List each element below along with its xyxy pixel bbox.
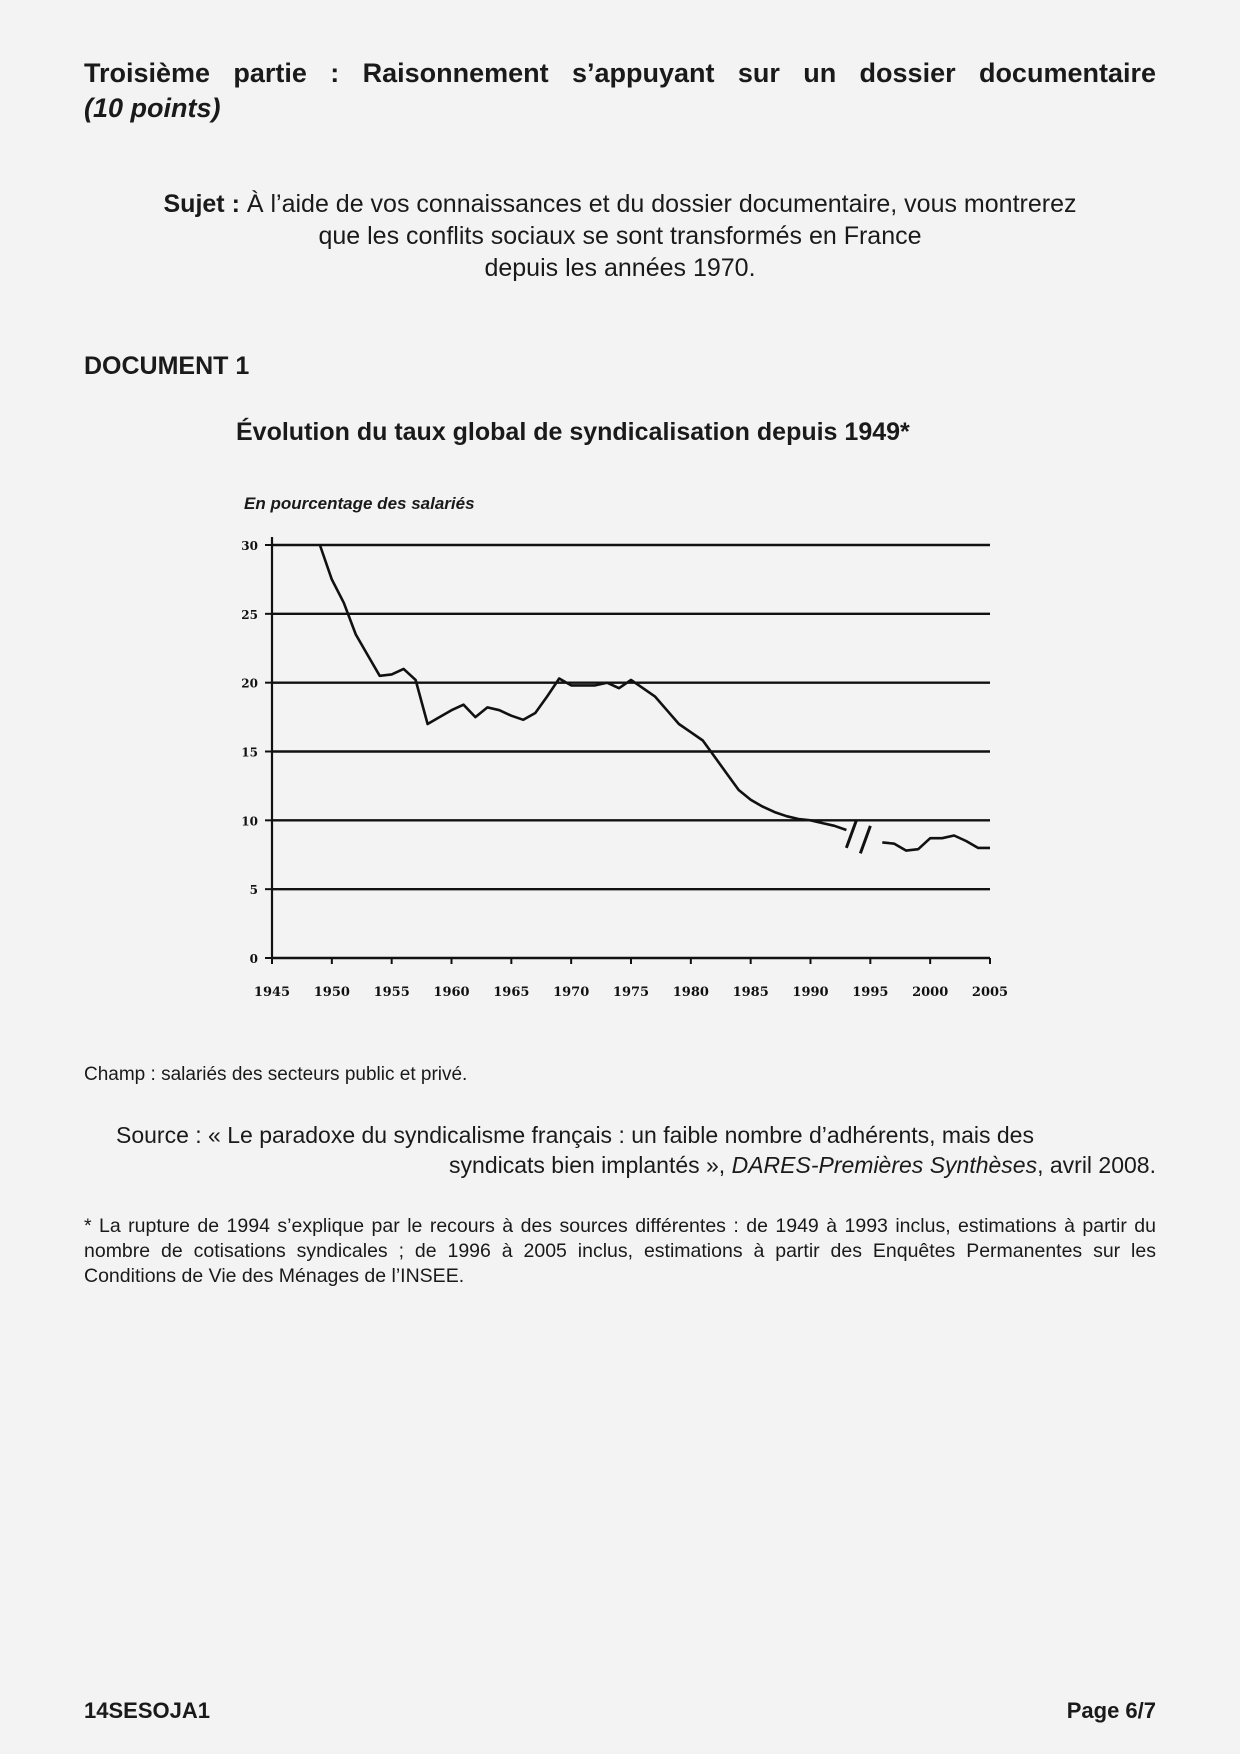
- series-line-1: [320, 545, 847, 830]
- chart-title: Évolution du taux global de syndicalisation depuis 1949*: [236, 418, 910, 446]
- series-line-2: [882, 836, 990, 851]
- source-publication: DARES-Premières Synthèses: [731, 1152, 1038, 1178]
- subject-label: Sujet :: [163, 190, 240, 218]
- footnote: * La rupture de 1994 s’explique par le recours à des sources différentes : de 1949 à 1993 inclus, estimations à partir du nombre de cotisations syndicales ; de 1996 à 2005 inclus, estimations à partir des Enquêtes Permanentes sur les Conditions de Vie des Ménages de l’INSEE.: [84, 1215, 1156, 1287]
- x-tick-label: 2005: [971, 985, 1009, 1000]
- y-tick-label: 10: [241, 814, 258, 829]
- source-line-1: Source : « Le paradoxe du syndicalisme français : un faible nombre d’adhérents, mais des: [116, 1122, 1034, 1148]
- break-mark: [860, 826, 870, 854]
- y-tick-label: 25: [241, 607, 258, 622]
- y-tick-label: 30: [241, 539, 258, 553]
- subject-line-1: Sujet : À l’aide de vos connaissances et du dossier documentaire, vous montrerez: [163, 190, 1077, 218]
- part-heading: Troisième partie : Raisonnement s’appuyant sur un dossier documentaire: [84, 58, 1156, 88]
- subject-line-3: depuis les années 1970.: [484, 254, 756, 282]
- y-tick-label: 15: [241, 745, 258, 760]
- break-mark: [846, 820, 856, 848]
- x-tick-label: 1975: [612, 985, 650, 1000]
- x-tick-label: 1980: [672, 985, 709, 1000]
- x-tick-label: 1945: [253, 985, 291, 1000]
- source-line-2: syndicats bien implantés », DARES-Premières Synthèses, avril 2008.: [449, 1152, 1156, 1178]
- chart-unit-label: En pourcentage des salariés: [244, 494, 475, 513]
- x-tick-label: 1955: [373, 985, 410, 1000]
- y-tick-label: 20: [241, 676, 258, 691]
- x-tick-label: 1965: [493, 985, 530, 1000]
- footer-code: 14SESOJA1: [84, 1698, 210, 1723]
- x-tick-label: 2000: [912, 985, 949, 1000]
- source-note: [116, 1120, 1156, 1180]
- x-tick-label: 1960: [433, 985, 470, 1000]
- subject-line-2: que les conflits sociaux se sont transformés en France: [318, 222, 922, 250]
- x-tick-label: 1970: [553, 985, 590, 1000]
- x-tick-label: 1950: [313, 985, 350, 1000]
- y-tick-label: 5: [249, 883, 258, 898]
- footer-page-number: Page 6/7: [1066, 1698, 1156, 1723]
- x-tick-label: 1985: [732, 985, 769, 1000]
- x-tick-label: 1990: [792, 985, 829, 1000]
- y-tick-label: 0: [249, 952, 258, 966]
- x-tick-label: 1995: [852, 985, 889, 1000]
- champ-note: Champ : salariés des secteurs public et privé.: [84, 1064, 468, 1085]
- part-points: (10 points): [84, 93, 221, 123]
- document-label: DOCUMENT 1: [84, 352, 250, 380]
